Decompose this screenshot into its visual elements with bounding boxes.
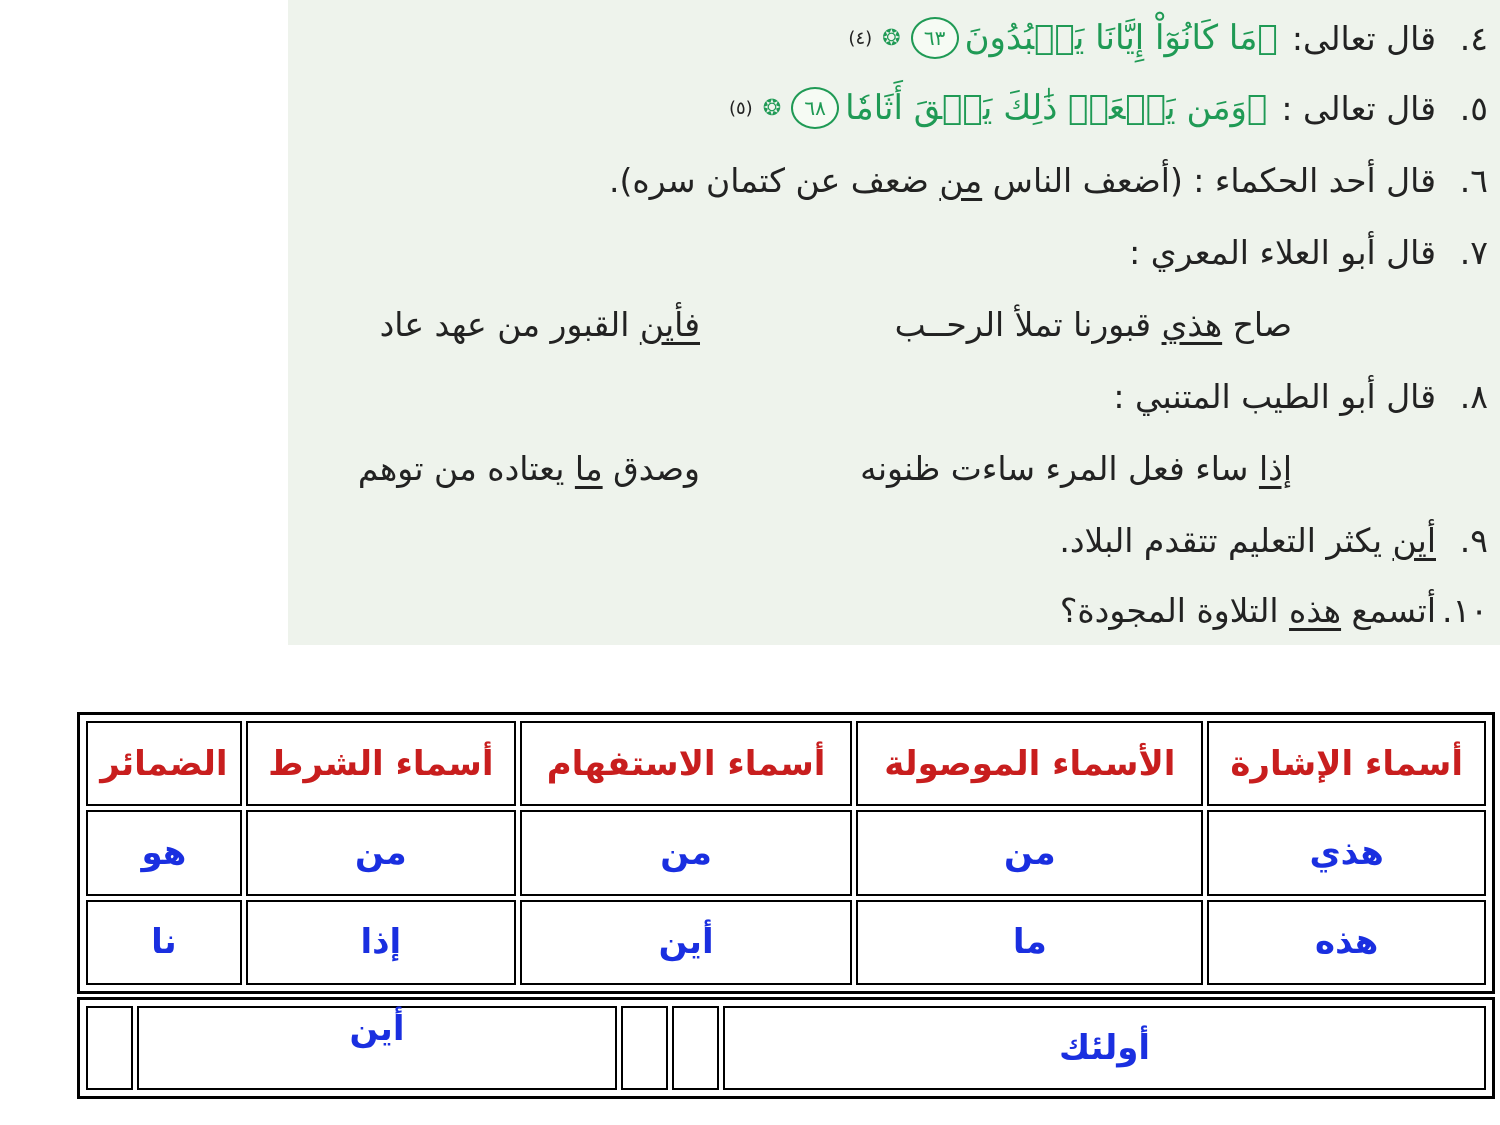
classification-table [77, 712, 1495, 994]
line-number: ٤. [1459, 18, 1488, 58]
underlined-word: هذي [1161, 304, 1223, 344]
line-text-after: ضعف عن كتمان سره). [608, 160, 940, 200]
table-row [86, 1006, 1486, 1090]
line-text-before: قال أحد الحكماء : (أضعف الناس [982, 160, 1436, 200]
line-text: قال أبو العلاء المعري : [1129, 232, 1436, 272]
verse-text: يعتاده من توهم [357, 448, 575, 488]
line-intro: قال تعالى : [1281, 88, 1436, 128]
quran-close-brace-icon: ❂ [882, 25, 901, 51]
underlined-word: أين [1392, 520, 1436, 560]
line-number: ٦. [1459, 160, 1488, 200]
table-cell: من [246, 810, 516, 895]
exercise-line-4 [318, 8, 1488, 68]
table-cell: ما [856, 900, 1203, 985]
table-cell: من [856, 810, 1203, 895]
header-cell: أسماء الاستفهام [520, 721, 852, 806]
line-text-before: أتسمع [1341, 590, 1436, 630]
line-number: ١٠. [1442, 590, 1488, 630]
verse-text: صاح [1222, 304, 1292, 344]
verse-text: قبورنا تملأ الرحــب [894, 304, 1162, 344]
footnote-ref: (٤) [848, 27, 873, 49]
table-cell: هو [86, 810, 242, 895]
line-number: ٧. [1459, 232, 1488, 272]
line-text: قال أبو الطيب المتنبي : [1113, 376, 1436, 416]
quran-verse: ﵟوَمَن يَفۡعَلۡ ذَٰلِكَ يَلۡقَ أَثَامٗا [845, 88, 1268, 128]
underlined-word: ما [574, 448, 603, 488]
line-text-after: يكثر التعليم تتقدم البلاد. [1059, 520, 1393, 560]
verse1-second-hemistich [380, 294, 700, 354]
header-cell: أسماء الشرط [246, 721, 516, 806]
table-row [86, 810, 1486, 895]
table-header-row [86, 721, 1486, 806]
exercise-line-6 [318, 150, 1488, 210]
line-number: ٨. [1459, 376, 1488, 416]
table-cell [672, 1006, 719, 1090]
line-number: ٥. [1459, 88, 1488, 128]
table-cell: إذا [246, 900, 516, 985]
line-intro: قال تعالى: [1291, 18, 1436, 58]
verse-text: القبور من عهد عاد [379, 304, 640, 344]
exercise-line-8 [318, 366, 1488, 426]
classification-table-extra [77, 997, 1495, 1099]
underlined-word: من [939, 160, 983, 200]
verse1-first-hemistich [895, 294, 1292, 354]
table-cell: أين [520, 900, 852, 985]
verse-text: ساء فعل المرء ساءت ظنونه [860, 448, 1259, 488]
exercise-line-10 [318, 580, 1488, 640]
header-cell: الضمائر [86, 721, 242, 806]
underlined-word: هذه [1289, 590, 1342, 630]
table-cell: هذي [1207, 810, 1486, 895]
verse-text: وصدق [602, 448, 700, 488]
line-text-after: التلاوة المجودة؟ [1059, 590, 1290, 630]
header-cell: أسماء الإشارة [1207, 721, 1486, 806]
table-cell: أولئك [723, 1006, 1486, 1090]
underlined-word: إذا [1258, 448, 1292, 488]
table-cell: هذه [1207, 900, 1486, 985]
line-number: ٩. [1459, 520, 1488, 560]
exercise-line-5 [318, 78, 1488, 138]
quran-verse: ﵟمَا كَانُوٓاْ إِيَّانَا يَعۡبُدُونَ [964, 18, 1278, 58]
ayah-number-marker: ٦٨ [791, 87, 839, 129]
table-cell: نا [86, 900, 242, 985]
verse2-second-hemistich [358, 438, 700, 498]
exercise-panel [288, 0, 1500, 645]
exercise-line-7 [318, 222, 1488, 282]
underlined-word: فأين [639, 304, 700, 344]
table-cell [86, 1006, 133, 1090]
exercise-line-9 [318, 510, 1488, 570]
table-cell [621, 1006, 668, 1090]
table-cell: أين [137, 1006, 617, 1090]
table-cell: من [520, 810, 852, 895]
header-cell: الأسماء الموصولة [856, 721, 1203, 806]
table-row [86, 900, 1486, 985]
ayah-number-marker: ٦٣ [911, 17, 959, 59]
quran-close-brace-icon: ❂ [762, 95, 782, 121]
footnote-ref: (٥) [728, 97, 753, 119]
verse2-first-hemistich [860, 438, 1292, 498]
